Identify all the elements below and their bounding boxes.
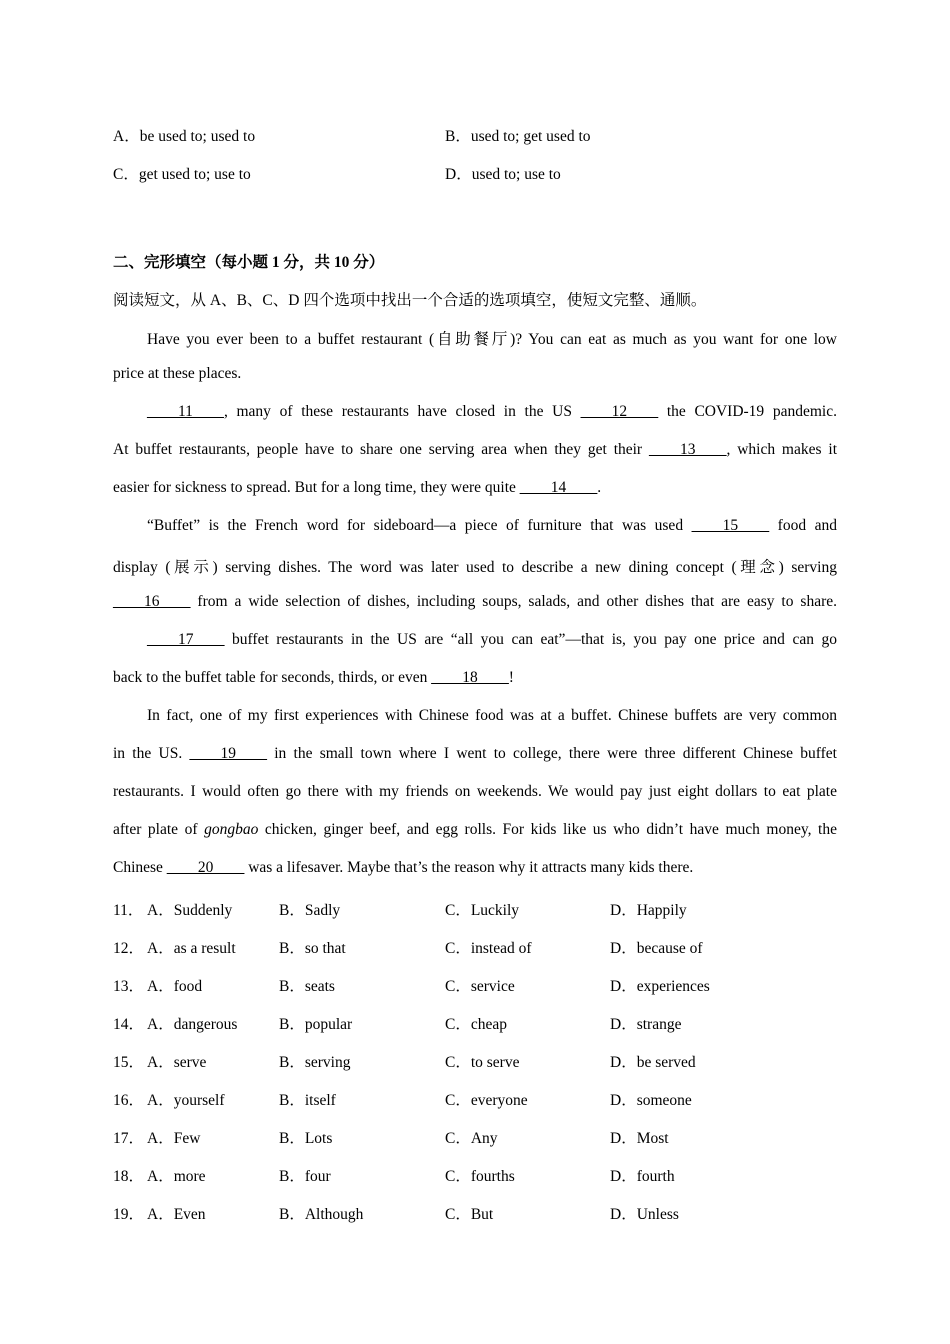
passage-line: after plate of gongbao chicken, ginger beef, and egg rolls. For kids like us who didn’t have much money, the: [113, 821, 837, 838]
option-d[interactable]: D．be served: [610, 1054, 696, 1071]
section-instruction: 阅读短文，从 A、B、C、D 四个选项中找出一个合适的选项填空，使短文完整、通顺。: [113, 292, 707, 309]
blank-13[interactable]: ____13____: [648, 441, 727, 458]
option-a[interactable]: A．Suddenly: [147, 902, 233, 919]
passage-line: ____17____ buffet restaurants in the US are “all you can eat”—that is, you pay one price and can go: [147, 631, 837, 648]
question-number: 13．: [113, 978, 145, 995]
prev-option-b: B．used to; get used to: [445, 128, 591, 145]
passage-line: restaurants. I would often go there with my friends on weekends. We would pay just eight dollars to eat plate: [113, 783, 837, 800]
blank-14[interactable]: ____14____: [519, 479, 598, 496]
passage-line: price at these places.: [113, 365, 242, 382]
prev-option-d: D．used to; use to: [445, 166, 561, 183]
question-number: 18．: [113, 1168, 145, 1185]
passage-line: in the US. ____19____ in the small town where I went to college, there were three different Chinese buffet: [113, 745, 837, 762]
passage-line: Have you ever been to a buffet restaurant (自助餐厅)? You can eat as much as you want for one low: [147, 331, 837, 348]
option-a[interactable]: A．more: [147, 1168, 206, 1185]
passage-line: display (展示) serving dishes. The word was later used to describe a new dining concept (理念) serving: [113, 559, 837, 576]
option-b[interactable]: B．Lots: [279, 1130, 333, 1147]
blank-17[interactable]: ____17____: [147, 631, 225, 648]
option-b[interactable]: B．Sadly: [279, 902, 341, 919]
option-a[interactable]: A．Even: [147, 1206, 206, 1223]
option-c[interactable]: C．fourths: [445, 1168, 515, 1185]
option-a[interactable]: A．dangerous: [147, 1016, 238, 1033]
question-number: 17．: [113, 1130, 145, 1147]
option-c[interactable]: C．cheap: [445, 1016, 507, 1033]
blank-19[interactable]: ____19____: [189, 745, 267, 762]
option-d[interactable]: D．Unless: [610, 1206, 679, 1223]
option-c[interactable]: C．Luckily: [445, 902, 520, 919]
option-a[interactable]: A．food: [147, 978, 203, 995]
blank-20[interactable]: ____20____: [166, 859, 245, 876]
passage-line: At buffet restaurants, people have to share one serving area when they get their ____13____, which makes it: [113, 441, 837, 458]
option-d[interactable]: D．Most: [610, 1130, 669, 1147]
blank-12[interactable]: ____12____: [580, 403, 659, 420]
question-number: 19．: [113, 1206, 145, 1223]
option-d[interactable]: D．because of: [610, 940, 703, 957]
passage-line: back to the buffet table for seconds, thirds, or even ____18____!: [113, 669, 514, 686]
option-b[interactable]: B．so that: [279, 940, 346, 957]
option-b[interactable]: B．Although: [279, 1206, 364, 1223]
option-b[interactable]: B．seats: [279, 978, 335, 995]
option-a[interactable]: A．Few: [147, 1130, 201, 1147]
option-a[interactable]: A．serve: [147, 1054, 207, 1071]
question-number: 11．: [113, 902, 144, 919]
prev-option-a: A．be used to; used to: [113, 128, 256, 145]
option-d[interactable]: D．strange: [610, 1016, 682, 1033]
option-c[interactable]: C．service: [445, 978, 515, 995]
option-b[interactable]: B．itself: [279, 1092, 336, 1109]
question-number: 16．: [113, 1092, 145, 1109]
passage-line: ____16____ from a wide selection of dishes, including soups, salads, and other dishes that are easy to share.: [113, 593, 837, 610]
option-b[interactable]: B．serving: [279, 1054, 351, 1071]
blank-16[interactable]: ____16____: [113, 593, 191, 610]
passage-line: “Buffet” is the French word for sideboard—a piece of furniture that was used ____15____ food and: [147, 517, 837, 534]
option-a[interactable]: A．as a result: [147, 940, 236, 957]
option-d[interactable]: D．experiences: [610, 978, 710, 995]
option-c[interactable]: C．instead of: [445, 940, 532, 957]
passage-line: easier for sickness to spread. But for a long time, they were quite ____14____.: [113, 479, 602, 496]
option-c[interactable]: C．Any: [445, 1130, 498, 1147]
option-b[interactable]: B．popular: [279, 1016, 353, 1033]
option-c[interactable]: C．everyone: [445, 1092, 528, 1109]
question-number: 15．: [113, 1054, 145, 1071]
passage-line: ____11____, many of these restaurants have closed in the US ____12____ the COVID-19 pandemic.: [147, 403, 837, 420]
option-a[interactable]: A．yourself: [147, 1092, 225, 1109]
blank-11[interactable]: ____11____: [147, 403, 224, 420]
section-heading: 二、完形填空（每小题 1 分，共 10 分）: [113, 254, 385, 271]
passage-line: Chinese ____20____ was a lifesaver. Maybe that’s the reason why it attracts many kids there.: [113, 859, 694, 876]
prev-option-c: C．get used to; use to: [113, 166, 251, 183]
option-d[interactable]: D．Happily: [610, 902, 687, 919]
blank-18[interactable]: ____18____: [431, 669, 509, 686]
question-number: 12．: [113, 940, 145, 957]
option-d[interactable]: D．someone: [610, 1092, 692, 1109]
question-number: 14．: [113, 1016, 145, 1033]
blank-15[interactable]: ____15____: [691, 517, 770, 534]
option-b[interactable]: B．four: [279, 1168, 331, 1185]
option-c[interactable]: C．to serve: [445, 1054, 520, 1071]
passage-line: In fact, one of my first experiences with Chinese food was at a buffet. Chinese buffets are very common: [147, 707, 837, 724]
option-c[interactable]: C．But: [445, 1206, 494, 1223]
option-d[interactable]: D．fourth: [610, 1168, 675, 1185]
